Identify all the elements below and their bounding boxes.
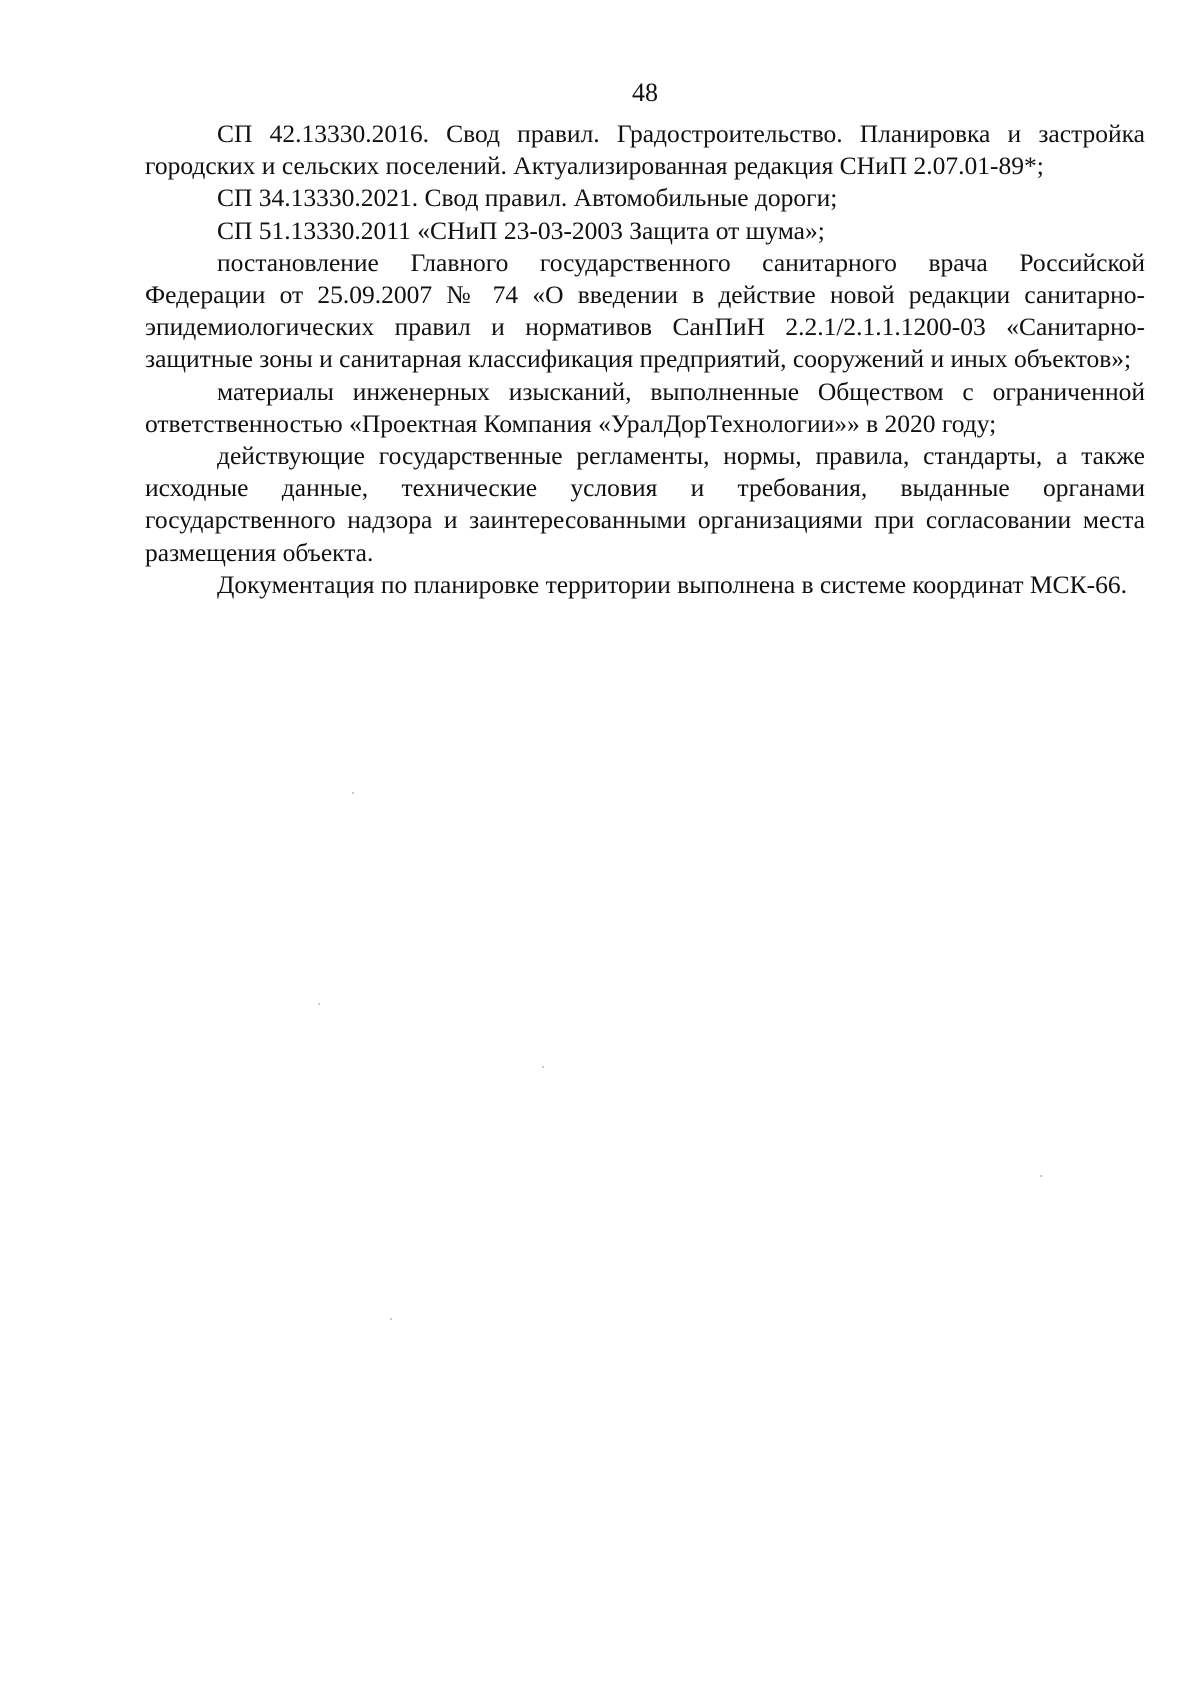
scan-speck (1040, 1175, 1042, 1177)
paragraph-sp-51: СП 51.13330.2011 «СНиП 23-03-2003 Защита от шума»; (217, 215, 825, 245)
paragraph-coordinate-system: Документация по планировке территории выполнена в системе координат МСК-66. (217, 569, 1127, 599)
scan-speck (390, 1318, 392, 1320)
document-body (145, 118, 1145, 601)
paragraph-engineering-surveys: материалы инженерных изысканий, выполненные Обществом с ограниченной ответственностью «Проектная Компания «УралДорТехнологии»» в 2020 году; (145, 376, 1145, 438)
paragraph-sp-34: СП 34.13330.2021. Свод правил. Автомобильные дороги; (217, 183, 838, 213)
paragraph-regulations: действующие государственные регламенты, нормы, правила, стандарты, а также исходные данные, технические условия и требования, выданные органами государственного надзора и заинтересованными организациями при согласовании места размещения объекта. (145, 441, 1145, 567)
page-number: 48 (632, 78, 658, 107)
scan-speck (352, 792, 354, 794)
paragraph-sanitary-resolution: постановление Главного государственного санитарного врача Российской Федерации от 25.09.2007 № 74 «О введении в действие новой редакции санитарно-эпидемиологических правил и нормативов СанПиН 2.2.1/2.1.1.1200-03 «Санитарно-защитные зоны и санитарная классификация предприятий, сооружений и иных объектов»; (145, 247, 1145, 374)
scan-speck (542, 1066, 544, 1068)
scan-speck (318, 1003, 320, 1005)
paragraph-sp-42: СП 42.13330.2016. Свод правил. Градостроительство. Планировка и застройка городских и сельских поселений. Актуализированная редакция СНиП 2.07.01-89*; (145, 119, 1145, 181)
